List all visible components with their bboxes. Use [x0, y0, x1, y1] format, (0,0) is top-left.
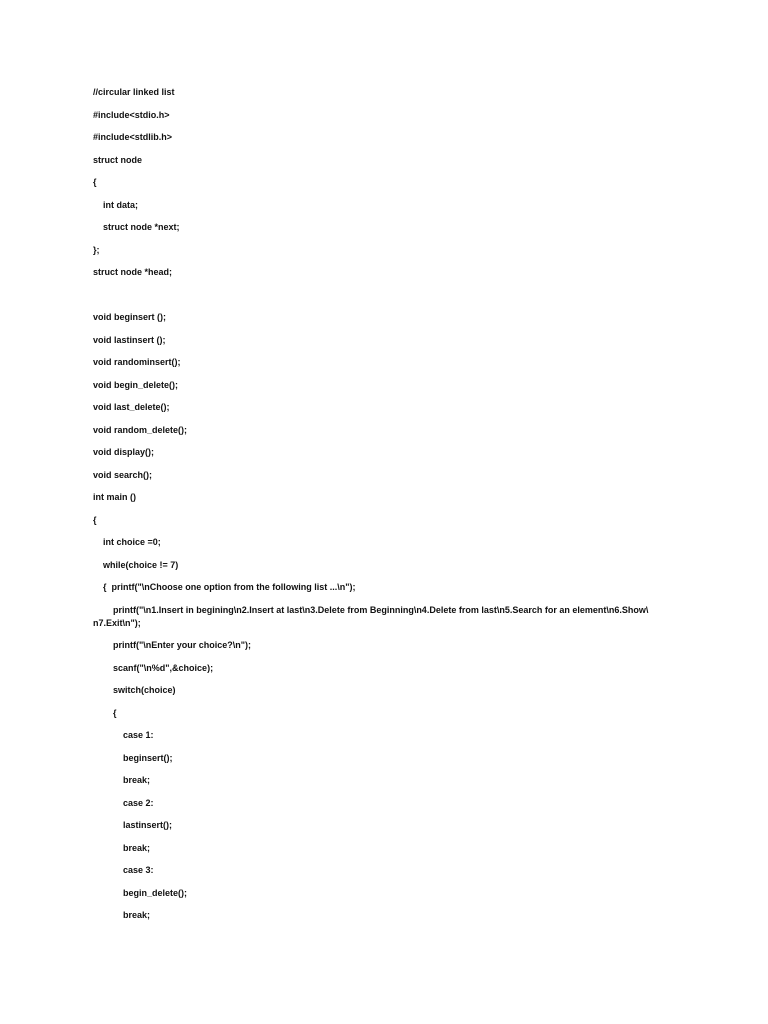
code-line: int choice =0; [93, 537, 161, 547]
code-listing [93, 86, 693, 932]
code-line: break; [93, 842, 151, 853]
code-line: void search(); [93, 469, 153, 480]
code-line: void randominsert(); [93, 357, 181, 367]
code-line: void last_delete(); [93, 402, 170, 412]
code-line: begin_delete(); [93, 887, 188, 898]
code-line: break; [93, 910, 151, 920]
code-line: break; [93, 775, 151, 785]
code-line: int data; [93, 199, 139, 210]
code-line: void begin_delete(); [93, 379, 179, 390]
code-line: while(choice != 7) [93, 559, 179, 570]
code-line: int main () [93, 492, 136, 502]
code-line: }; [93, 244, 100, 255]
code-line: beginsert(); [93, 752, 173, 763]
blank-line [93, 289, 693, 302]
code-line: struct node [93, 154, 143, 165]
code-line: printf("\nEnter your choice?\n"); [93, 640, 252, 650]
code-line: { printf("\nChoose one option from the following list ...\n"); [93, 582, 356, 592]
code-line: scanf("\n%d",&choice); [93, 662, 214, 673]
code-line: case 2: [93, 797, 154, 808]
code-line: void lastinsert (); [93, 334, 166, 345]
code-line: { [93, 177, 97, 187]
code-line: #include<stdio.h> [93, 109, 170, 120]
code-line: printf("\n1.Insert in begining\n2.Insert at last\n3.Delete from Beginning\n4.Delete from last\n5.Search for an element\n6.Show\ n7.Exit\n"); [93, 604, 651, 628]
code-line: void beginsert (); [93, 312, 167, 322]
code-line: case 3: [93, 865, 154, 875]
code-line: case 1: [93, 730, 154, 740]
code-line: //circular linked list [93, 87, 175, 97]
code-line: void random_delete(); [93, 424, 188, 435]
code-line: switch(choice) [93, 685, 176, 695]
code-line: lastinsert(); [93, 820, 173, 830]
code-line: struct node *next; [93, 222, 180, 232]
code-line: void display(); [93, 447, 155, 457]
code-line: { [93, 514, 97, 525]
code-line: { [93, 707, 117, 718]
code-line: #include<stdlib.h> [93, 132, 173, 142]
code-line: struct node *head; [93, 267, 173, 277]
